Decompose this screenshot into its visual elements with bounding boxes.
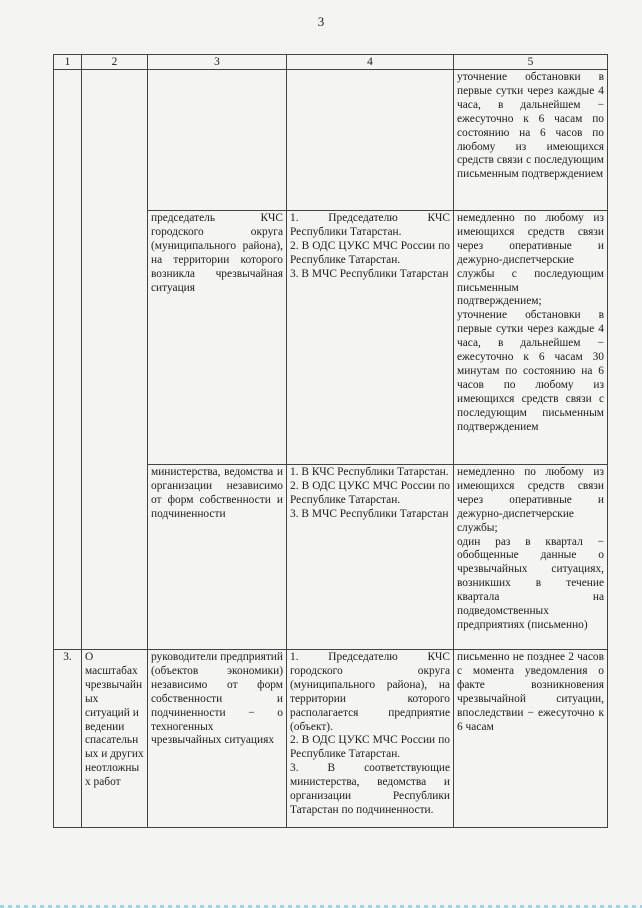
subject-cell — [82, 70, 148, 650]
sender-cell: председатель КЧС городского округа (муниципального района), на территории которого возникла чрезвычайная ситуация — [148, 211, 287, 465]
header-cell: 1 — [54, 55, 82, 70]
header-cell: 3 — [148, 55, 287, 70]
recipient-cell: 1. Председателю КЧС городского округа (муниципального района), на территории которого располагается предприятие (объект). 2. В ОДС ЦУКС МЧС России по Республике Татарстан. 3. В соответствующие министерства, ведомства и организации Республики Татарстан по подчиненности. — [287, 650, 454, 828]
page-number: 3 — [317, 14, 325, 29]
row-number-cell — [54, 70, 82, 650]
header-cell: 2 — [82, 55, 148, 70]
table-row — [54, 70, 608, 211]
header-cell: 4 — [287, 55, 454, 70]
sender-cell: руководители предприятий (объектов экономики) независимо от форм собственности и подчиненности − о техногенных чрезвычайных ситуациях — [148, 650, 287, 828]
recipient-cell — [287, 70, 454, 211]
timing-cell: уточнение обстановки в первые сутки через каждые 4 часа, в дальнейшем − ежесуточно к 6 часам по состоянию на 6 часов по любому из имеющихся средств связи с последующим письменным подтверждением — [454, 70, 608, 211]
recipient-cell: 1. Председателю КЧС Республики Татарстан. 2. В ОДС ЦУКС МЧС России по Республике Татарстан. 3. В МЧС Республики Татарстан — [287, 211, 454, 465]
header-cell: 5 — [454, 55, 608, 70]
row-number-cell: 3. — [54, 650, 82, 828]
timing-cell: немедленно по любому из имеющихся средств связи через оперативные и дежурно-диспетчерские службы; один раз в квартал − обобщенные данные о чрезвычайных ситуациях, возникших в течение квартала на подведомственных предприятиях (письменно) — [454, 465, 608, 650]
subject-cell: О масштабах чрезвычайных ситуаций и ведении спасательных и других неотложных работ — [82, 650, 148, 828]
sender-cell — [148, 70, 287, 211]
recipient-cell: 1. В КЧС Республики Татарстан. 2. В ОДС ЦУКС МЧС России по Республике Татарстан. 3. В МЧС Республики Татарстан — [287, 465, 454, 650]
notification-table — [53, 54, 608, 828]
timing-cell: письменно не позднее 2 часов с момента уведомления о факте возникновения чрезвычайной ситуации, впоследствии − ежесуточно к 6 часам — [454, 650, 608, 828]
table-row — [54, 650, 608, 828]
sender-cell: министерства, ведомства и организации независимо от форм собственности и подчиненности — [148, 465, 287, 650]
timing-cell: немедленно по любому из имеющихся средств связи через оперативные и дежурно-диспетчерские службы с последующим письменным подтверждением; уточнение обстановки в первые сутки через каждые 4 часа, в дальнейшем − ежесуточно к 6 часам 30 минутам по состоянию на 6 часов по любому из имеющихся средств связи с последующим письменным подтверждением — [454, 211, 608, 465]
table-header-row — [54, 55, 608, 70]
